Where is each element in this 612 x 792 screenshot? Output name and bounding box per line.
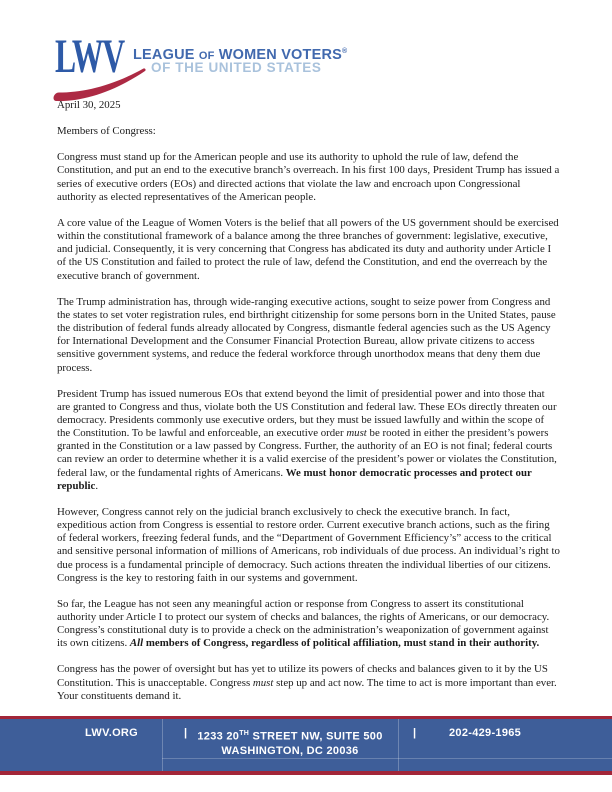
letter-paragraph: Congress must stand up for the American people and use its authority to uphold the rule of law, defend the Constitution, and put an end to the executive branch’s overreach. In his first 100 days, President Trump has issued a series of executive orders (EOs) and directed actions that violate the law and encroach upon Congressional authority as elected representatives of the American people. [57,151,560,203]
letter-date: April 30, 2025 [57,99,121,111]
wordmark-league: LEAGUE [133,46,199,63]
letter-paragraph: A core value of the League of Women Voters is the belief that all powers of the US government should be exercised within the constitutional framework of a balance among the three branches of government: legislative, executive, and judicial. Consequently, it is very concerning that Congress has abdicated its duty and authority under Article I of the US Constitution and failed to protect the rule of law, defend the Constitution, and end the overreach by the executive branch of government. [57,216,559,282]
letter-paragraph: President Trump has issued numerous EOs that extend beyond the limit of presidential power and into those that are granted to Congress and thus, violate both the US Constitution and federal law. These EOs directly threaten our democracy. Presidents commonly use executive orders, but they must be issued lawfully and within the scope of the Constitution. To be lawful and enforceable, an executive order must be rooted in either the president’s powers granted in the Constitution or a law passed by Congress. Further, the authority of an EO is not final; federal courts can review an order to determine whether it is a valid exercise of the president’s power or violates the Constitution, federal law, or the fundamental rights of Americans. We must honor democratic processes and protect our republic. [57,387,557,492]
footer-website: LWV.ORG [85,727,139,739]
letter-paragraph: So far, the League has not seen any meaningful action or response from Congress to assert its constitutional authority under Article I to protect our system of checks and balances, the rights of Americans, or our democracy. Congress’s constitutional duty is to provide a check on the administration’s weaponization of government against its own citizens. All members of Congress, regardless of political affiliation, must stand in their authority. [57,597,550,650]
footer-address [170,727,410,758]
lwv-monogram: LWV [55,30,124,83]
footer-divider-pipe: | [184,727,188,739]
registered-trademark-mark: ® [342,48,348,55]
footer-address-city: WASHINGTON, DC 20036 [221,744,359,757]
letter-paragraph: Congress has the power of oversight but has yet to utilize its powers of checks and balances given to it by the US Constitution. This is unacceptable. Congress must step up and act now. The time to act is more important than ever. Your constituents demand it. [57,663,557,702]
footer-contact-strip [0,719,612,771]
ordinal-superscript: TH [239,730,250,737]
footer-divider-pipe: | [413,727,417,739]
footer-phone: 202-429-1965 [449,727,522,739]
footer-bottom-accent-line [0,771,612,775]
letter-paragraph: The Trump administration has, through wide-ranging executive actions, sought to seize power from Congress and the states to set voter registration rules, end birthright citizenship for some persons born in the United States, pause the distribution of federal funds already allocated by Congress, dismantle federal agencies such as the US Agency for International Development and the Consumer Financial Protection Bureau, allow private citizens to access sensitive government systems, and reduce the federal workforce through unorthodox means that deny them due process. [57,295,556,374]
wordmark-of-the-united-states: OF THE UNITED STATES [151,60,322,75]
wordmark-of: OF [198,49,215,62]
lwv-letterhead-logo [0,0,612,100]
footer-bar [0,716,612,775]
wordmark-women-voters: WOMEN VOTERS [214,46,343,63]
footer-table-divider [162,758,612,759]
footer-table-divider [162,719,163,771]
letter-body [57,99,560,716]
letter-salutation: Members of Congress: [57,125,156,138]
footer-address-street: 1233 20TH STREET NW, SUITE 500 [197,730,383,743]
letter-paragraph: However, Congress cannot rely on the judicial branch exclusively to check the executive branch. In fact, expeditious action from Congress is essential to restore order. Current executive branch actions, such as the firing of federal workers, freezing federal funds, and the “Department of Government Efficiency’s” access to the critical and sensitive personal information of millions of Americans, rob individuals of due process. An individual’s right to due process is a fundamental principle of democracy. Such actions threaten the individual liberties of our citizens. Congress is the key to restoring faith in our systems and government. [57,505,560,584]
